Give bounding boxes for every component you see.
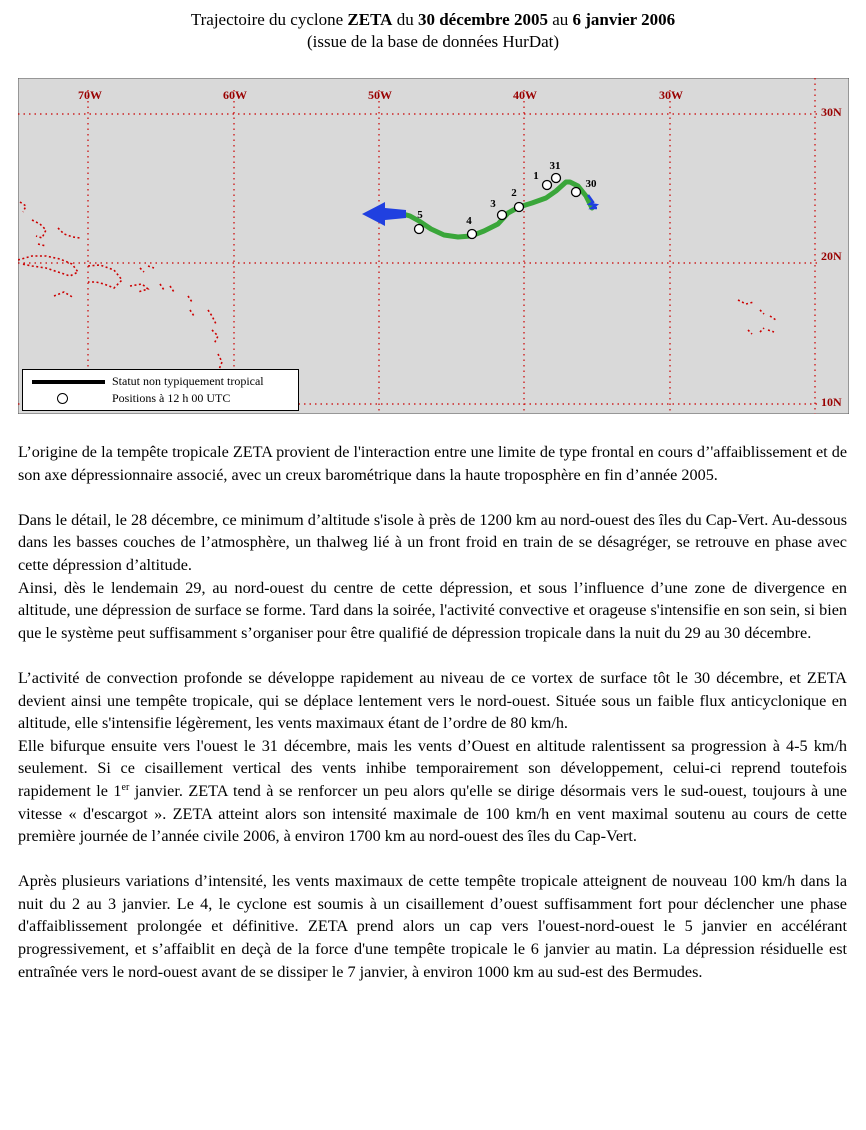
lon-label-60w: 60W <box>223 88 247 102</box>
lon-label-40w: 40W <box>513 88 537 102</box>
legend-circle-label: Positions à 12 h 00 UTC <box>112 391 231 405</box>
lon-label-70w: 70W <box>78 88 102 102</box>
map-legend <box>22 369 299 411</box>
paragraph-convection: L’activité de convection profonde se développe rapidement au niveau de ce vortex de surface tôt le 30 décembre, et ZETA devient ainsi une tempête tropicale, qui se déplace lentement vers le nord-ouest. Située sous un faible flux anticyclonique en altitude, elle s'intensifie légèrement, les vents maximaux étant de l’ordre de 80 km/h. <box>18 668 847 733</box>
paragraph-dissipation: Après plusieurs variations d’intensité, les vents maximaux de cette tempête tropicale atteignent de nouveau 100 km/h dans la nuit du 2 au 3 janvier. Le 4, le cyclone est soumis à un cisaillement d’ouest suffisamment fort pour déclencher une phase d'affaiblissement prolongée et définitive. ZETA prend alors un cap vers l'ouest-nord-ouest le 5 janvier en accélérant progressivement, et s’affaiblit en deçà de la force d'une tempête tropicale le 6 janvier au matin. La dépression résiduelle est entraînée vers le nord-ouest avant de se dissiper le 7 janvier, à environ 1000 km au sud-est des Bermudes. <box>18 872 847 981</box>
paragraph-bifurcation-part2: janvier. ZETA tend à se renforcer un peu alors qu'elle se dirige désormais vers le sud-ouest, toujours à une vitesse « d'escargot ». ZETA atteint alors son intensité maximale de 100 km/h en vent maximal soutenu au cours de cette première journée de l’année civile 2006, à environ 1700 km au nord-ouest des îles du Cap-Vert. <box>18 781 847 846</box>
end-date: 6 janvier 2006 <box>572 10 676 29</box>
legend-line-label: Statut non typiquement tropical <box>112 374 264 388</box>
ordinal-superscript: er <box>121 781 130 793</box>
lon-label-30w: 30W <box>659 88 683 102</box>
position-marker-4 <box>468 230 477 239</box>
position-marker-5 <box>415 225 424 234</box>
start-date: 30 décembre 2005 <box>417 10 548 29</box>
track-label-2: 2 <box>511 187 517 199</box>
track-label-31: 31 <box>549 160 561 172</box>
article-body <box>18 441 847 983</box>
paragraph-detail: Dans le détail, le 28 décembre, ce minimum d’altitude s'isole à près de 1200 km au nord-ouest des îles du Cap-Vert. Au-dessous dans les basses couches de l’atmosphère, un thalweg lié à un front froid en train de se désagréger, se retrouve en phase avec cette dépression d’altitude. <box>18 510 847 574</box>
lat-label-10n: 10N <box>821 395 842 409</box>
map-title <box>0 9 866 53</box>
map-svg <box>18 78 849 414</box>
position-marker-30 <box>572 188 581 197</box>
track-label-30: 30 <box>585 178 597 190</box>
lon-label-50w: 50W <box>368 88 392 102</box>
track-label-3: 3 <box>490 198 496 210</box>
position-marker-2 <box>515 203 524 212</box>
paragraph-bifurcation <box>18 735 847 848</box>
track-label-4: 4 <box>466 215 472 227</box>
track-map <box>18 78 849 414</box>
title-line <box>0 9 866 31</box>
storm-name: ZETA <box>347 10 393 29</box>
legend-row-circle <box>23 391 298 407</box>
paragraph-bifurcation-part1: Elle bifurque ensuite vers l'ouest le 31 décembre, mais les vents d’Ouest en altitude ralentissent sa progression à 4-5 km/h seulement. Si ce cisaillement vertical des vents inhibe temporairement son développement, celui-ci reprend toutefois rapidement le 1 <box>18 736 847 800</box>
lat-label-20n: 20N <box>821 249 842 263</box>
track-label-5: 5 <box>417 209 423 221</box>
position-marker-31 <box>552 174 561 183</box>
legend-row-line <box>23 374 298 390</box>
track-label-1: 1 <box>533 170 539 182</box>
title-text-2: du <box>392 10 418 29</box>
position-marker-3 <box>498 211 507 220</box>
legend-line-symbol <box>32 380 105 384</box>
paragraph-formation: Ainsi, dès le lendemain 29, au nord-ouest du centre de cette dépression, et sous l’influence d’une zone de divergence en altitude, une dépression de surface se forme. Tard dans la soirée, l'activité convective et orageuse s'intensifie en son sein, si bien que le système peut suffisamment s’organiser pour être qualifié de dépression tropicale dans la nuit du 29 au 30 décembre. <box>18 578 847 642</box>
ocean-background <box>18 78 849 414</box>
title-text-3: au <box>547 10 573 29</box>
paragraph-origin: L’origine de la tempête tropicale ZETA provient de l'interaction entre une limite de type frontal en cours d’'affaiblissement et de son axe dépressionnaire associé, avec un creux barométrique dans la haute troposphère en fin d’année 2005. <box>18 443 847 484</box>
legend-circle-symbol <box>57 393 68 404</box>
position-marker-1 <box>543 181 552 190</box>
title-text-1: Trajectoire du cyclone <box>190 10 348 29</box>
title-subtitle: (issue de la base de données HurDat) <box>306 32 560 51</box>
lat-label-30n: 30N <box>821 105 842 119</box>
